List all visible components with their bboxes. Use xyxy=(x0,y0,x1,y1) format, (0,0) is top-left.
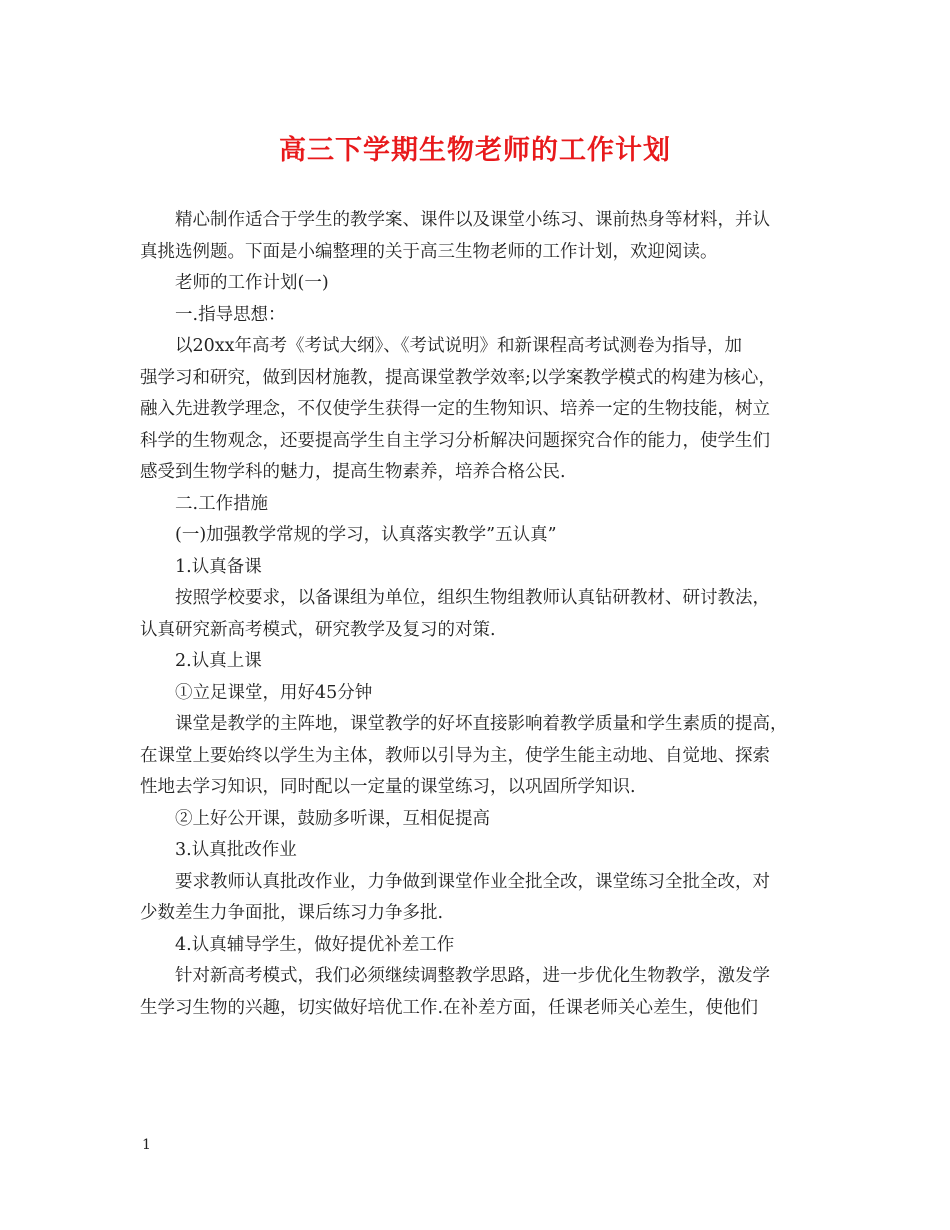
paragraph-line: 按照学校要求，以备课组为单位，组织生物组教师认真钻研教材、研讨教法， xyxy=(175,588,770,608)
page-number: 1 xyxy=(142,1137,151,1153)
paragraph-line: 在课堂上要始终以学生为主体，教师以引导为主，使学生能主动地、自觉地、探索 xyxy=(140,745,770,766)
section-heading: 1.认真备课 xyxy=(175,556,262,577)
section-heading: ②上好公开课，鼓励多听课，互相促提高 xyxy=(175,808,490,829)
section-heading: 2.认真上课 xyxy=(175,651,262,671)
paragraph-line: 生学习生物的兴趣，切实做好培优工作.在补差方面，任课老师关心差生，使他们 xyxy=(140,997,759,1018)
paragraph-line: 针对新高考模式，我们必须继续调整教学思路，进一步优化生物教学，激发学 xyxy=(175,966,770,986)
section-heading: 二.工作措施 xyxy=(175,493,269,514)
paragraph-line: 融入先进教学理念，不仅使学生获得一定的生物知识、培养一定的生物技能，树立 xyxy=(140,399,770,419)
paragraph-line: 认真研究新高考模式，研究教学及复习的对策. xyxy=(140,619,496,640)
section-heading: 一.指导思想： xyxy=(175,304,286,325)
paragraph-line: 少数差生力争面批，课后练习力争多批. xyxy=(140,903,444,923)
section-heading: 老师的工作计划(一) xyxy=(175,273,329,293)
paragraph-line: 课堂是教学的主阵地，课堂教学的好坏直接影响着教学质量和学生素质的提高， xyxy=(175,714,788,734)
section-heading: ①立足课堂，用好45分钟 xyxy=(175,682,373,703)
paragraph-line: 以20xx年高考《考试大纲》、《考试说明》和新课程高考试测卷为指导，加 xyxy=(175,336,743,356)
paragraph-line: 真挑选例题。下面是小编整理的关于高三生物老师的工作计划，欢迎阅读。 xyxy=(140,241,718,262)
document-body xyxy=(140,205,815,1024)
document-title: 高三下学期生物老师的工作计划 xyxy=(279,135,671,166)
section-heading: 4.认真辅导学生，做好提优补差工作 xyxy=(175,934,455,955)
section-heading: (一)加强教学常规的学习，认真落实教学”五认真” xyxy=(175,525,557,545)
paragraph-line: 感受到生物学科的魅力，提高生物素养，培养合格公民. xyxy=(140,462,566,482)
section-heading: 3.认真批改作业 xyxy=(175,840,297,860)
paragraph-line: 精心制作适合于学生的教学案、课件以及课堂小练习、课前热身等材料，并认 xyxy=(175,210,770,230)
paragraph-line: 科学的生物观念，还要提高学生自主学习分析解决问题探究合作的能力，使学生们 xyxy=(140,430,770,451)
paragraph-line: 要求教师认真批改作业，力争做到课堂作业全批全改，课堂练习全批全改，对 xyxy=(175,871,770,892)
paragraph-line: 性地去学习知识，同时配以一定量的课堂练习，以巩固所学知识. xyxy=(140,777,636,797)
paragraph-line: 强学习和研究，做到因材施教，提高课堂教学效率;以学案教学模式的构建为核心， xyxy=(140,367,776,388)
